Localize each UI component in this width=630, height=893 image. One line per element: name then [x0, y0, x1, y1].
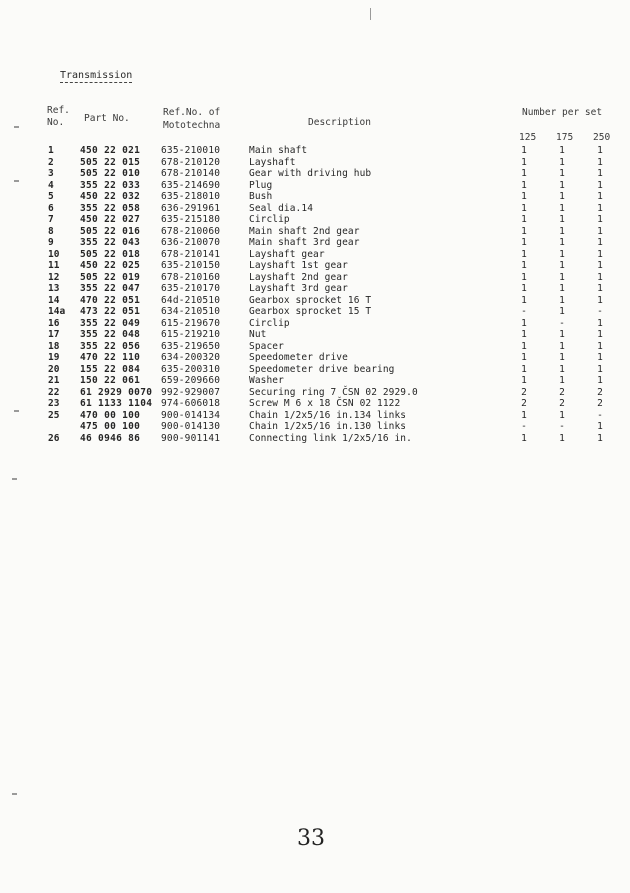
count-175: 1: [559, 363, 565, 375]
count-250: 1: [597, 340, 603, 352]
count-175: 1: [559, 237, 565, 248]
part-no: 450 22 021: [80, 145, 141, 156]
scan-mark: [370, 8, 371, 20]
part-no: 150 22 061: [80, 375, 141, 386]
ref-no: 4: [48, 179, 54, 191]
count-175: 1: [559, 283, 565, 294]
count-125: -: [521, 306, 527, 317]
count-125: 1: [521, 191, 527, 202]
mototechna-no: 636-210070: [161, 237, 221, 248]
count-250: 1: [597, 168, 603, 179]
count-175: 1: [559, 214, 565, 225]
part-no: 355 22 047: [80, 283, 141, 294]
description: Speedometer drive bearing: [249, 363, 395, 375]
ref-no: 17: [48, 329, 60, 340]
mototechna-no: 635-214690: [161, 179, 221, 191]
part-no: 355 22 056: [80, 340, 141, 352]
count-125: 1: [521, 168, 527, 179]
count-175: 1: [559, 191, 565, 202]
description: Speedometer drive: [249, 352, 348, 363]
count-125: 1: [521, 294, 527, 306]
count-250: 1: [597, 156, 603, 168]
header-mototechna-line1: Ref.No. of: [163, 107, 221, 118]
description: Layshaft: [249, 156, 296, 168]
count-175: 1: [559, 271, 565, 283]
ref-no: 2: [48, 156, 54, 168]
part-no: 470 00 100: [80, 409, 141, 421]
count-175: 1: [559, 352, 565, 363]
count-175: 1: [559, 340, 565, 352]
mototechna-no: 678-210140: [161, 168, 221, 179]
count-175: 1: [559, 248, 565, 260]
ref-no: 10: [48, 248, 60, 260]
count-250: -: [597, 409, 603, 421]
count-175: 1: [559, 168, 565, 179]
count-250: 1: [597, 421, 603, 432]
mototechna-no: 635-219650: [161, 340, 221, 352]
header-col-250: 250: [593, 132, 611, 143]
count-125: 1: [521, 156, 527, 168]
header-mototechna-line2: Mototechna: [163, 120, 221, 131]
part-no: 355 22 048: [80, 329, 141, 340]
scan-mark: [14, 126, 19, 128]
part-no: 61 1133 1104: [80, 398, 153, 409]
count-175: 2: [559, 386, 565, 398]
count-175: 1: [559, 294, 565, 306]
count-175: -: [559, 421, 565, 432]
mototechna-no: 635-215180: [161, 214, 221, 225]
mototechna-no: 615-219210: [161, 329, 221, 340]
count-175: 1: [559, 260, 565, 271]
ref-no: 6: [48, 202, 54, 214]
mototechna-no: 678-210060: [161, 225, 221, 237]
description: Bush: [249, 191, 273, 202]
ref-no: 20: [48, 363, 60, 375]
count-125: 1: [521, 248, 527, 260]
count-125: 1: [521, 409, 527, 421]
description: Layshaft gear: [249, 248, 325, 260]
mototechna-no: 678-210120: [161, 156, 221, 168]
description: Layshaft 2nd gear: [249, 271, 348, 283]
ref-no: 19: [48, 352, 60, 363]
count-250: -: [597, 306, 603, 317]
count-125: 1: [521, 237, 527, 248]
count-125: 1: [521, 225, 527, 237]
count-125: 1: [521, 260, 527, 271]
count-250: 1: [597, 363, 603, 375]
count-250: 1: [597, 214, 603, 225]
count-250: 1: [597, 283, 603, 294]
mototechna-no: 635-210150: [161, 260, 221, 271]
count-175: 1: [559, 156, 565, 168]
part-no: 470 22 051: [80, 294, 141, 306]
ref-no: 7: [48, 214, 54, 225]
count-175: 1: [559, 225, 565, 237]
mototechna-no: 615-219670: [161, 317, 221, 329]
count-125: 1: [521, 214, 527, 225]
ref-no: 22: [48, 386, 60, 398]
count-175: 2: [559, 398, 565, 409]
header-col-175: 175: [556, 132, 574, 143]
ref-no: 8: [48, 225, 54, 237]
part-no: 505 22 015: [80, 156, 141, 168]
header-number-per-set: Number per set: [522, 107, 603, 118]
ref-no: 26: [48, 432, 60, 444]
count-250: 1: [597, 237, 603, 248]
count-250: 1: [597, 294, 603, 306]
count-125: 2: [521, 386, 527, 398]
description: Layshaft 3rd gear: [249, 283, 348, 294]
count-250: 1: [597, 248, 603, 260]
scan-mark: [14, 410, 19, 412]
description: Main shaft 2nd gear: [249, 225, 360, 237]
count-125: -: [521, 421, 527, 432]
mototechna-no: 900-014130: [161, 421, 221, 432]
part-no: 475 00 100: [80, 421, 141, 432]
part-no: 46 0946 86: [80, 432, 141, 444]
mototechna-no: 636-291961: [161, 202, 221, 214]
scan-mark: [12, 478, 17, 480]
ref-no: 3: [48, 168, 54, 179]
ref-no: 14: [48, 294, 60, 306]
count-250: 1: [597, 329, 603, 340]
count-175: 1: [559, 432, 565, 444]
count-175: 1: [559, 375, 565, 386]
mototechna-no: 900-901141: [161, 432, 221, 444]
part-no: 450 22 032: [80, 191, 141, 202]
count-125: 1: [521, 202, 527, 214]
ref-no: 12: [48, 271, 60, 283]
mototechna-no: 900-014134: [161, 409, 221, 421]
count-125: 1: [521, 375, 527, 386]
part-no: 61 2929 0070: [80, 386, 153, 398]
count-175: 1: [559, 306, 565, 317]
description: Connecting link 1/2x5/16 in.: [249, 432, 412, 444]
ref-no: 13: [48, 283, 60, 294]
count-250: 2: [597, 398, 603, 409]
count-175: 1: [559, 179, 565, 191]
mototechna-no: 635-218010: [161, 191, 221, 202]
description: Chain 1/2x5/16 in.130 links: [249, 421, 407, 432]
part-no: 355 22 049: [80, 317, 141, 329]
part-no: 505 22 018: [80, 248, 141, 260]
mototechna-no: 678-210141: [161, 248, 221, 260]
count-125: 1: [521, 340, 527, 352]
ref-no: 18: [48, 340, 60, 352]
description: Washer: [249, 375, 284, 386]
mototechna-no: 659-209660: [161, 375, 221, 386]
count-250: 1: [597, 191, 603, 202]
mototechna-no: 974-606018: [161, 398, 221, 409]
scan-mark: [12, 793, 17, 795]
part-no: 505 22 019: [80, 271, 141, 283]
part-no: 473 22 051: [80, 306, 141, 317]
count-250: 1: [597, 179, 603, 191]
mototechna-no: 635-210170: [161, 283, 221, 294]
count-250: 1: [597, 271, 603, 283]
mototechna-no: 635-200310: [161, 363, 221, 375]
ref-no: 16: [48, 317, 60, 329]
description: Circlip: [249, 317, 290, 329]
count-250: 1: [597, 352, 603, 363]
count-125: 1: [521, 283, 527, 294]
ref-no: 1: [48, 145, 54, 156]
mototechna-no: 678-210160: [161, 271, 221, 283]
description: Circlip: [249, 214, 290, 225]
page-number: 33: [297, 826, 325, 851]
description: Main shaft: [249, 145, 308, 156]
mototechna-no: 992-929007: [161, 386, 221, 398]
part-no: 470 22 110: [80, 352, 141, 363]
count-125: 1: [521, 179, 527, 191]
count-250: 1: [597, 225, 603, 237]
description: Nut: [249, 329, 267, 340]
mototechna-no: 634-210510: [161, 306, 221, 317]
count-250: 1: [597, 375, 603, 386]
header-ref-line2: No.: [47, 117, 65, 128]
count-175: 1: [559, 202, 565, 214]
header-description: Description: [308, 117, 371, 128]
part-no: 450 22 027: [80, 214, 141, 225]
count-175: 1: [559, 329, 565, 340]
count-175: -: [559, 317, 565, 329]
header-col-125: 125: [519, 132, 537, 143]
part-no: 155 22 084: [80, 363, 141, 375]
section-title: Transmission: [60, 70, 133, 81]
description: Gearbox sprocket 15 T: [249, 306, 372, 317]
description: Securing ring 7 ČSN 02 2929.0: [249, 386, 418, 398]
description: Spacer: [249, 340, 284, 352]
count-175: 1: [559, 145, 565, 156]
part-no: 355 22 058: [80, 202, 141, 214]
scan-mark: [14, 180, 19, 182]
count-250: 1: [597, 317, 603, 329]
mototechna-no: 635-210010: [161, 145, 221, 156]
part-no: 355 22 033: [80, 179, 141, 191]
part-no: 505 22 010: [80, 168, 141, 179]
description: Gear with driving hub: [249, 168, 372, 179]
count-125: 1: [521, 352, 527, 363]
count-250: 2: [597, 386, 603, 398]
count-125: 1: [521, 363, 527, 375]
count-125: 1: [521, 271, 527, 283]
count-175: 1: [559, 409, 565, 421]
description: Chain 1/2x5/16 in.134 links: [249, 409, 407, 421]
ref-no: 9: [48, 237, 54, 248]
ref-no: 14a: [48, 306, 66, 317]
description: Seal dia.14: [249, 202, 314, 214]
header-ref-line1: Ref.: [47, 105, 70, 116]
ref-no: 11: [48, 260, 60, 271]
count-250: 1: [597, 432, 603, 444]
count-125: 2: [521, 398, 527, 409]
mototechna-no: 634-200320: [161, 352, 221, 363]
count-125: 1: [521, 317, 527, 329]
ref-no: 23: [48, 398, 60, 409]
count-125: 1: [521, 145, 527, 156]
ref-no: 25: [48, 409, 60, 421]
count-125: 1: [521, 432, 527, 444]
part-no: 505 22 016: [80, 225, 141, 237]
mototechna-no: 64d-210510: [161, 294, 221, 306]
part-no: 450 22 025: [80, 260, 141, 271]
description: Main shaft 3rd gear: [249, 237, 360, 248]
count-250: 1: [597, 202, 603, 214]
count-125: 1: [521, 329, 527, 340]
count-250: 1: [597, 145, 603, 156]
description: Gearbox sprocket 16 T: [249, 294, 372, 306]
description: Screw M 6 x 18 ČSN 02 1122: [249, 398, 401, 409]
count-250: 1: [597, 260, 603, 271]
description: Layshaft 1st gear: [249, 260, 348, 271]
header-part-no: Part No.: [84, 113, 130, 124]
ref-no: 21: [48, 375, 60, 386]
ref-no: 5: [48, 191, 54, 202]
part-no: 355 22 043: [80, 237, 141, 248]
description: Plug: [249, 179, 273, 191]
